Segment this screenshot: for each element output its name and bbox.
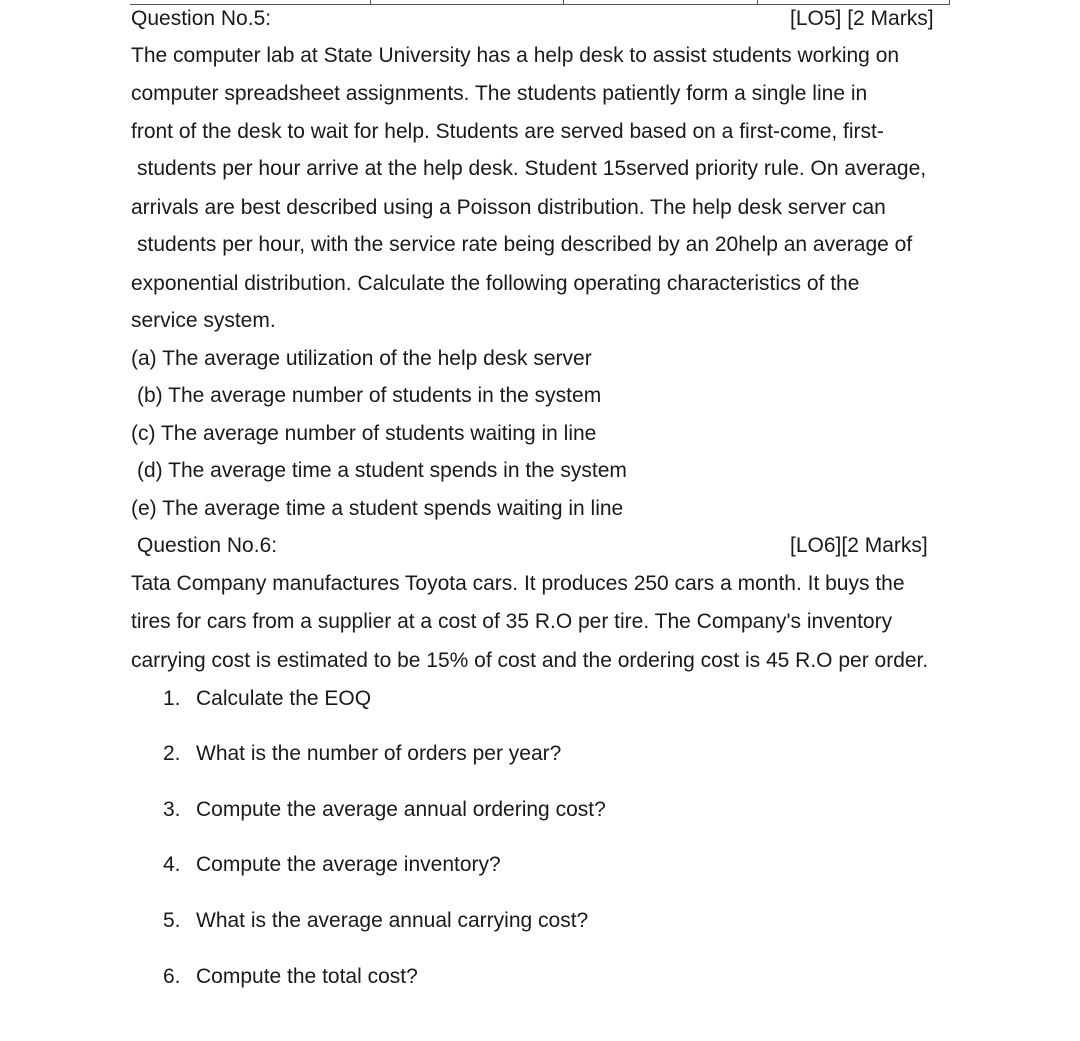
q6-item-5	[163, 908, 588, 934]
q6-item-2	[163, 741, 561, 767]
question-6-marks: [LO6][2 Marks]	[790, 534, 928, 557]
q5-part-c: (c) The average number of students waiting in line	[131, 422, 597, 445]
q6-item-6	[163, 964, 418, 990]
q5-line: arrivals are best described using a Poisson distribution. The help desk server can	[131, 196, 886, 219]
q6-line: carrying cost is estimated to be 15% of cost and the ordering cost is 45 R.O per order.	[131, 649, 929, 672]
q5-part-b: (b) The average number of students in the system	[137, 384, 602, 407]
item-number: 6.	[163, 965, 181, 988]
q5-line: service system.	[131, 309, 276, 332]
q5-line: students per hour, with the service rate being described by an 20help an average of	[137, 233, 913, 256]
table-border-tick	[949, 0, 950, 5]
table-border-tick	[563, 0, 564, 5]
q5-line: computer spreadsheet assignments. The students patiently form a single line in	[131, 82, 868, 105]
q5-line: exponential distribution. Calculate the following operating characteristics of the	[131, 272, 860, 295]
item-number: 5.	[163, 909, 181, 932]
q6-item-3	[163, 797, 606, 823]
q5-part-a: (a) The average utilization of the help desk server	[131, 347, 592, 370]
table-border-tick	[370, 0, 371, 5]
table-border-remnant	[130, 4, 950, 5]
item-number: 2.	[163, 742, 181, 765]
q6-line: tires for cars from a supplier at a cost of 35 R.O per tire. The Company's inventory	[131, 610, 893, 633]
item-text: What is the average annual carrying cost?	[196, 909, 589, 932]
table-border-tick	[757, 0, 758, 5]
item-text: Compute the total cost?	[196, 965, 418, 988]
question-6-title: Question No.6:	[137, 534, 278, 557]
q6-line: Tata Company manufactures Toyota cars. It produces 250 cars a month. It buys the	[131, 572, 905, 595]
question-5-marks: [LO5] [2 Marks]	[790, 7, 934, 30]
item-number: 1.	[163, 687, 181, 710]
item-text: Compute the average annual ordering cost?	[196, 798, 606, 821]
q5-part-e: (e) The average time a student spends waiting in line	[131, 497, 624, 520]
item-number: 3.	[163, 798, 181, 821]
q6-item-1	[163, 686, 371, 712]
q5-line: students per hour arrive at the help desk. Student 15served priority rule. On average,	[137, 157, 927, 180]
item-text: Calculate the EOQ	[196, 687, 372, 710]
q5-line: front of the desk to wait for help. Students are served based on a first-come, first-	[131, 120, 884, 143]
item-text: What is the number of orders per year?	[196, 742, 562, 765]
item-number: 4.	[163, 853, 181, 876]
q6-item-4	[163, 852, 501, 878]
question-5-title: Question No.5:	[131, 7, 272, 30]
q5-line: The computer lab at State University has a help desk to assist students working on	[131, 44, 900, 67]
item-text: Compute the average inventory?	[196, 853, 501, 876]
q5-part-d: (d) The average time a student spends in the system	[137, 459, 627, 482]
